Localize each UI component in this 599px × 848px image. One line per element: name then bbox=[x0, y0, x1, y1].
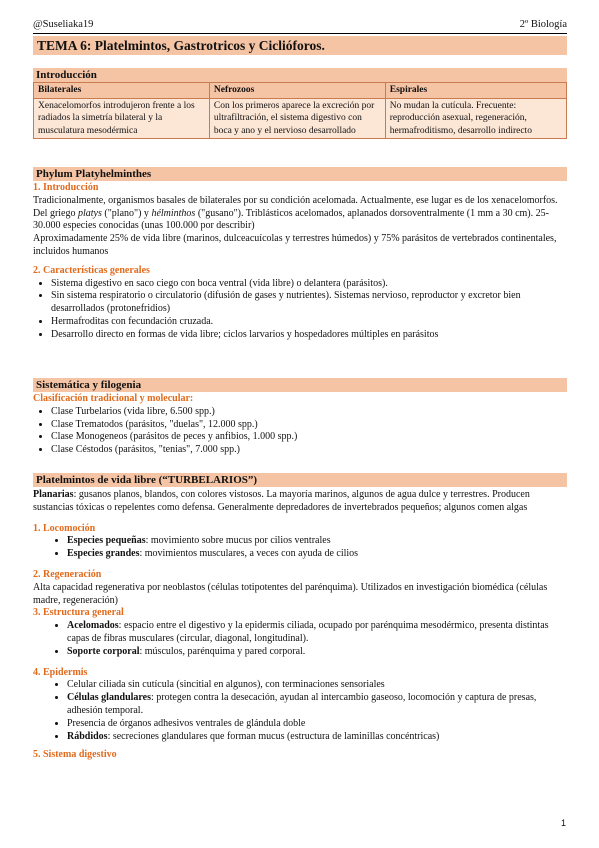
intro-cell-nefrozoos: Con los primeros aparece la excreción por ultrafiltración, el sistema digestivo con boca y ano y el nervioso desarrollado bbox=[209, 98, 385, 139]
list-item: • Celular ciliada sin cutícula (sincitial en algunos), con terminaciones sensoriales bbox=[67, 679, 567, 692]
turb-s5-title: 5. Sistema digestivo bbox=[33, 749, 117, 761]
sistematica-subtitle: Clasificación tradicional y molecular: bbox=[33, 393, 194, 404]
phylum-s1-title: 1. Introducción bbox=[33, 182, 99, 193]
page-number: 1 bbox=[560, 818, 566, 828]
list-item: • Hermafroditas con fecundación cruzada. bbox=[51, 316, 567, 329]
section-sistematica-heading: Sistemática y filogenia bbox=[33, 378, 567, 392]
section-intro-heading: Introducción bbox=[33, 68, 567, 82]
list-item: • Especies pequeñas: movimiento sobre mucus por cilios ventrales bbox=[67, 535, 567, 548]
section-phylum-heading: Phylum Platyhelminthes bbox=[33, 167, 567, 181]
turb-s4-title: 4. Epidermis bbox=[33, 666, 88, 678]
author-handle: @Suseliaka19 bbox=[33, 19, 94, 30]
turbelarios-block bbox=[33, 489, 567, 762]
phylum-p3: Aproximadamente 25% de vida libre (marinos, dulceacuícolas y terrestres húmedos) y 75% parásitos de vertebrados continentales, incluidos humanos bbox=[33, 233, 557, 257]
list-item: • Células glandulares: protegen contra la desecación, ayudan al intercambio gaseoso, locomoción y captura de presas, adhesión temporal. bbox=[67, 692, 567, 718]
list-item: • Presencia de órganos adhesivos ventrales de glándula doble bbox=[67, 718, 567, 731]
page-header bbox=[33, 19, 567, 30]
page-title: TEMA 6: Platelmintos, Gastrotricos y Ciclióforos. bbox=[33, 36, 567, 55]
intro-col-bilaterales: Bilaterales bbox=[34, 83, 210, 99]
intro-cell-bilaterales: Xenacelomorfos introdujeron frente a los radiados la simetría bilateral y la musculatura mesodérmica bbox=[34, 98, 210, 139]
list-item: • Sistema digestivo en saco ciego con boca ventral (vida libre) o delantera (parásitos). bbox=[51, 278, 567, 291]
turb-s1-title: 1. Locomoción bbox=[33, 522, 96, 534]
list-item: • Clase Trematodos (parásitos, "duelas", 12.000 spp.) bbox=[51, 419, 567, 432]
intro-cell-espirales: No mudan la cutícula. Frecuente: reproducción asexual, regeneración, hermafroditismo, desarrollo indirecto bbox=[385, 98, 566, 139]
locomocion-list bbox=[33, 535, 567, 561]
phylum-p2: Del griego platys ("plano") y hélminthos ("gusano"). Triblásticos acelomados, aplanados dorsoventralmente (1 mm a 30 cm). 25-30.000 especies conocidas (unas 100.000 por describir) bbox=[33, 207, 549, 232]
turb-s2-title: 2. Regeneración bbox=[33, 568, 102, 580]
list-item: • Desarrollo directo en formas de vida libre; ciclos larvarios y hospedadores múltiples en parásitos bbox=[51, 329, 567, 342]
epidermis-list bbox=[33, 679, 567, 743]
list-item: • Clase Turbelarios (vida libre, 6.500 spp.) bbox=[51, 406, 567, 419]
list-item: • Rábdidos: secreciones glandulares que forman mucus (estructura de laminillas concéntricas) bbox=[67, 731, 567, 744]
turb-s3-title: 3. Estructura general bbox=[33, 607, 124, 619]
list-item: • Sin sistema respiratorio o circulatorio (difusión de gases y nutrientes). Sistemas nervioso, reproductor y excretor bien desarrollados (protonefridios) bbox=[51, 290, 567, 316]
list-item: • Especies grandes: movimientos musculares, a veces con ayuda de cilios bbox=[67, 548, 567, 561]
header-divider bbox=[33, 33, 567, 34]
intro-col-nefrozoos: Nefrozoos bbox=[209, 83, 385, 99]
section-turbelarios-heading: Platelmintos de vida libre (“TURBELARIOS”) bbox=[33, 473, 567, 487]
intro-table bbox=[33, 82, 567, 139]
estructura-list bbox=[33, 620, 567, 658]
regeneracion-text: Alta capacidad regenerativa por neoblastos (células totipotentes del parénquima). Utilizados en investigación biomédica (células madre, regeneración) bbox=[33, 581, 548, 606]
phylum-s2-title: 2. Características generales bbox=[33, 264, 150, 276]
classes-list bbox=[33, 406, 567, 457]
phylum-intro-block bbox=[33, 182, 567, 342]
list-item: • Acelomados: espacio entre el digestivo y la epidermis ciliada, ocupado por parénquima mesodérmico, presenta distintas capas de fibras musculares (circular, diagonal, longitudinal). bbox=[67, 620, 567, 646]
course-label: 2º Biología bbox=[519, 19, 567, 30]
list-item: • Clase Monogeneos (parásitos de peces y anfibios, 1.000 spp.) bbox=[51, 431, 567, 444]
features-list bbox=[33, 278, 567, 342]
planarias-paragraph: Planarias: gusanos planos, blandos, con colores vistosos. La mayoría marinos, algunos de agua dulce y terrestres. Producen sustancias tóxicas o repelentes como defensa. Generalmente depredadores de invertebrados pequeños; algunos comen algas bbox=[33, 489, 530, 513]
list-item: • Soporte corporal: músculos, parénquima y pared corporal. bbox=[67, 646, 567, 659]
phylum-p1: Tradicionalmente, organismos basales de bilaterales por su condición acelomada. Actualmente, ese lugar es de los xenacelomorfos. bbox=[33, 194, 558, 206]
list-item: • Clase Céstodos (parásitos, "tenias", 7.000 spp.) bbox=[51, 444, 567, 457]
sistematica-block bbox=[33, 393, 567, 457]
intro-col-espirales: Espirales bbox=[385, 83, 566, 99]
